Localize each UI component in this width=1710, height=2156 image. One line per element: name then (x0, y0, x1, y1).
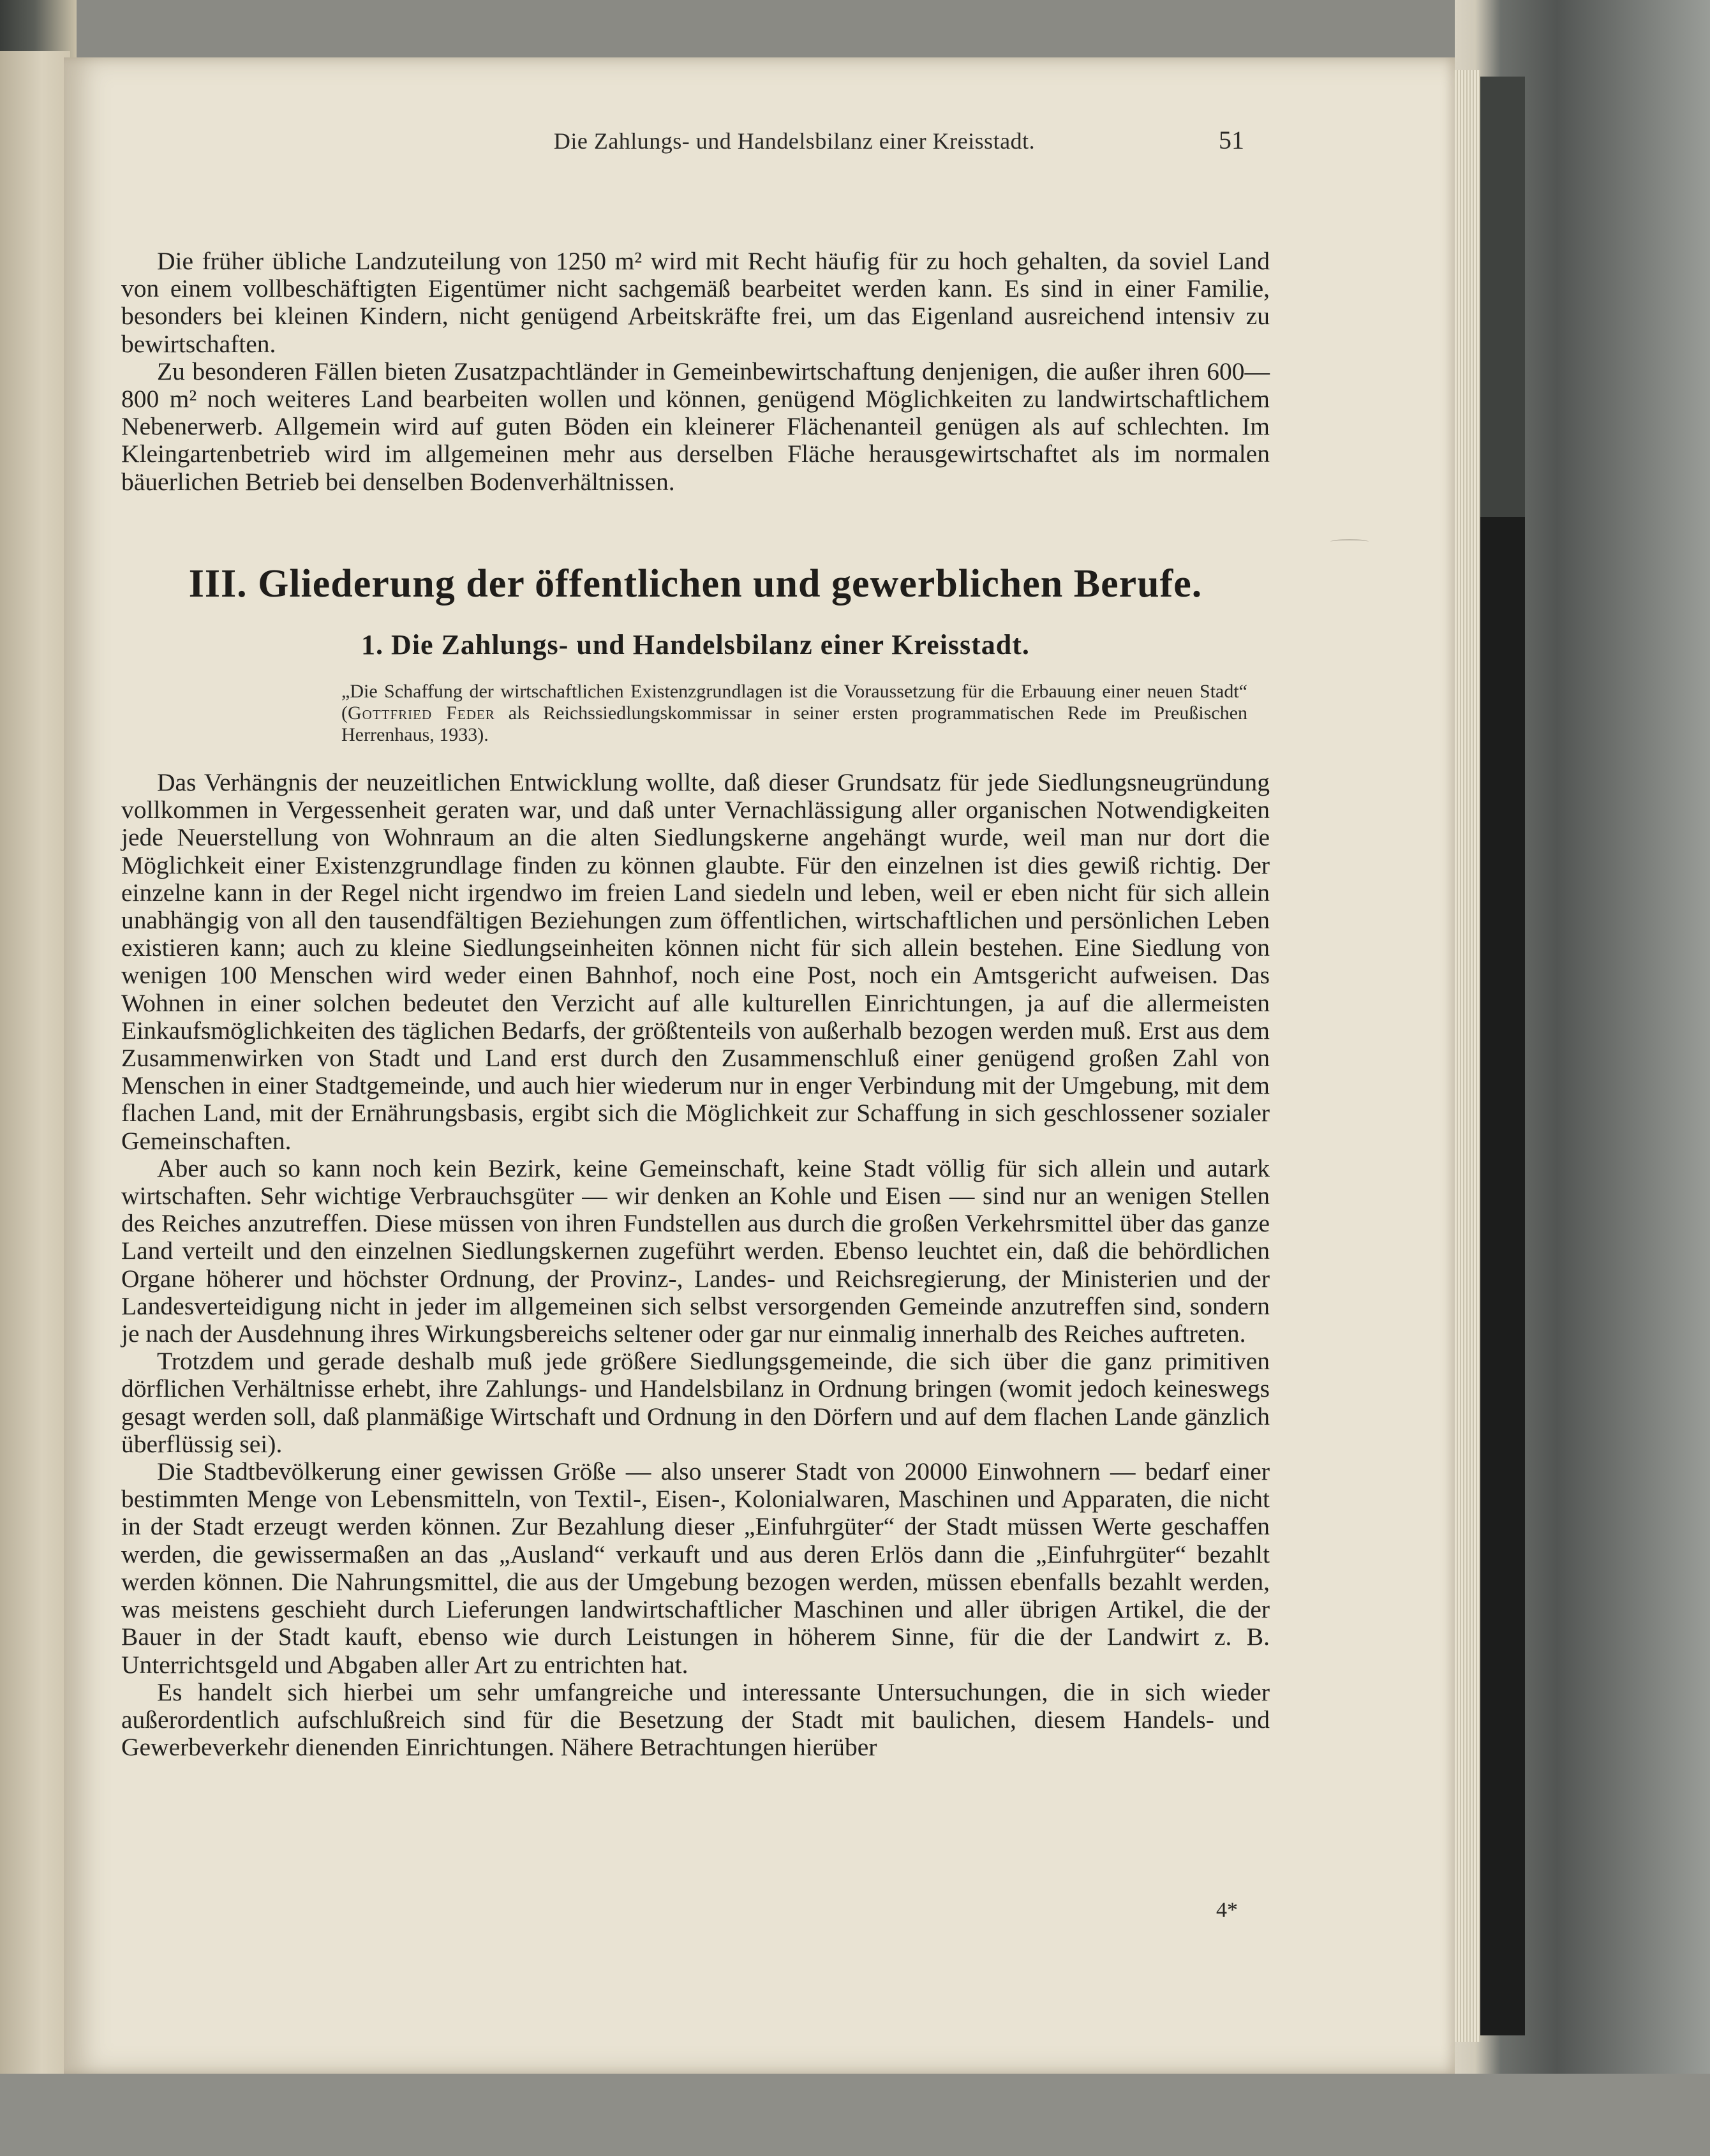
section-title: III. Gliederung der öffentlichen und gewerblichen Berufe. (188, 562, 1203, 606)
paragraph: Aber auch so kann noch kein Bezirk, keine Gemeinschaft, keine Stadt völlig für sich allein und autark wirtschaften. Sehr wichtige Verbrauchsgüter — wir denken an Kohle und Eisen — sind nur an wenigen Stellen des Reiches anzutreffen. Diese müssen von ihren Fundstellen aus durch die großen Verkehrsmittel über das ganze Land verteilt und den einzelnen Siedlungskernen zugeführt werden. Ebenso leuchtet ein, daß die behördlichen Organe höherer und höchster Ordnung, der Provinz-, Landes- und Reichsregierung, der Ministerien und der Landesverteidigung nicht in jeder im allgemeinen sich selbst versorgenden Gemeinde anzutreffen sind, sondern je nach der Ausdehnung ihres Wirkungsbereichs seltener oder gar nur einmalig innerhalb des Reiches auftreten. (121, 1154, 1270, 1348)
quote-text: „Die Schaffung der wirtschaftlichen Existenzgrundlagen ist die Voraussetzung für die Erbauung einer neuen Stadt“ ( (341, 681, 1247, 724)
paragraph: Das Verhängnis der neuzeitlichen Entwicklung wollte, daß dieser Grundsatz für jede Siedlungsneugründung vollkommen in Vergessenheit geraten war, und daß unter Vernachlässigung aller organischen Notwendigkeiten jede Neuerstellung von Wohnraum an die alten Siedlungskerne angehängt wurde, weil man nur dort die Möglichkeit einer Existenzgrundlage finden zu können glaubte. Für den einzelnen ist dies gewiß richtig. Der einzelne kann in der Regel nicht irgendwo im freien Land siedeln und leben, weil er eben nicht für sich allein unabhängig von all den tausendfältigen Beziehungen zum öffentlichen, wirtschaftlichen und persönlichen Leben existieren kann; auch zu kleine Siedlungseinheiten können nicht für sich allein bestehen. Eine Siedlung von wenigen 100 Menschen wird weder einen Bahnhof, noch eine Post, noch ein Amtsgericht aufweisen. Das Wohnen in einer solchen bedeutet den Verzicht auf alle kulturellen Einrichtungen, ja auf die allermeisten Einkaufsmöglichkeiten des täglichen Bedarfs, der größtenteils von außerhalb bezogen werden muß. Erst aus dem Zusammenwirken von Stadt und Land erst durch den Zusammenschluß einer genügend großen Zahl von Menschen in einer Stadtgemeinde, und auch hier wiederum nur in enger Verbindung mit der Umgebung, mit dem flachen Land, mit der Ernährungsbasis, ergibt sich die Möglichkeit zur Schaffung in sich geschlossener sozialer Gemeinschaften. (121, 768, 1270, 1155)
running-head: Die Zahlungs- und Handelsbilanz einer Kreisstadt. (553, 128, 1036, 154)
paragraph: Trotzdem und gerade deshalb muß jede größere Siedlungsgemeinde, die sich über die ganz primitiven dörflichen Verhältnisse erhebt, ihre Zahlungs- und Handelsbilanz in Ordnung bringen (womit jedoch keineswegs gesagt werden soll, daß planmäßige Wirtschaft und Ordnung in den Dörfern und auf dem flachen Lande gänzlich überflüssig sei). (121, 1347, 1270, 1458)
intro-text (121, 248, 1270, 496)
pencil-mark (1330, 539, 1369, 544)
paragraph: Die früher übliche Landzuteilung von 1250 m² wird mit Recht häufig für zu hoch gehalten, da soviel Land von einem vollbeschäftigten Eigentümer nicht sachgemäß bearbeitet werden kann. Es sind in einer Familie, besonders bei kleinen Kindern, nicht genügend Arbeitskräfte frei, um das Eigenland ausreichend intensiv zu bewirtschaften. (121, 247, 1270, 358)
paragraph: Es handelt sich hierbei um sehr umfangreiche und interessante Untersuchungen, die in sich wieder außerordentlich aufschlußreich sind für die Besetzung der Stadt mit baulichen, diesem Handels- und Gewerbeverkehr dienenden Einrichtungen. Nähere Betrachtungen hierüber (121, 1677, 1270, 1762)
main-text (121, 769, 1270, 1761)
book-cover-dark (1474, 517, 1525, 2035)
epigraph-quote (341, 681, 1247, 746)
page-number: 51 (1219, 126, 1244, 154)
quote-text-end: als Reichssiedlungskommissar in seiner ersten programmatischen Rede im Preußischen Herrenhaus, 1933). (341, 703, 1248, 745)
facing-page-edge (0, 51, 70, 2093)
quote-author: Gottfried Feder (348, 703, 495, 724)
subsection-title: 1. Die Zahlungs- und Handelsbilanz einer Kreisstadt. (361, 629, 1030, 660)
signature-mark: 4* (1216, 1898, 1238, 1922)
scan-bottom-edge (0, 2074, 1710, 2156)
paragraph: Zu besonderen Fällen bieten Zusatzpachtländer in Gemeinbewirtschaftung denjenigen, die außer ihren 600—800 m² noch weiteres Land bearbeiten wollen und können, genügend Möglichkeiten zu landwirtschaftlichem Nebenerwerb. Allgemein wird auf guten Böden ein kleinerer Flächenanteil genügen als auf schlechten. Im Kleingartenbetrieb wird im allgemeinen mehr aus derselben Fläche herausgewirtschaftet als im normalen bäuerlichen Betrieb bei denselben Bodenverhältnissen. (121, 357, 1270, 496)
paragraph: Die Stadtbevölkerung einer gewissen Größe — also unserer Stadt von 20000 Einwohnern — bedarf einer bestimmten Menge von Lebensmitteln, von Textil-, Eisen-, Kolonialwaren, Maschinen und Apparaten, die nicht in der Stadt erzeugt werden können. Zur Bezahlung dieser „Einfuhrgüter“ der Stadt müssen Werte geschaffen werden, die gewissermaßen an das „Ausland“ verkauft und aus deren Erlös dann die „Einfuhrgüter“ bezahlt werden können. Die Nahrungsmittel, die aus der Umgebung bezogen werden, müssen ebenfalls bezahlt werden, was meistens geschieht durch Lieferungen landwirtschaftlicher Maschinen und aller übrigen Artikel, die der Bauer in der Stadt kauft, ebenso wie durch Leistungen in höherem Sinne, für die der Landwirt z. B. Unterrichtsgeld und Abgaben aller Art zu entrichten hat. (121, 1457, 1270, 1679)
